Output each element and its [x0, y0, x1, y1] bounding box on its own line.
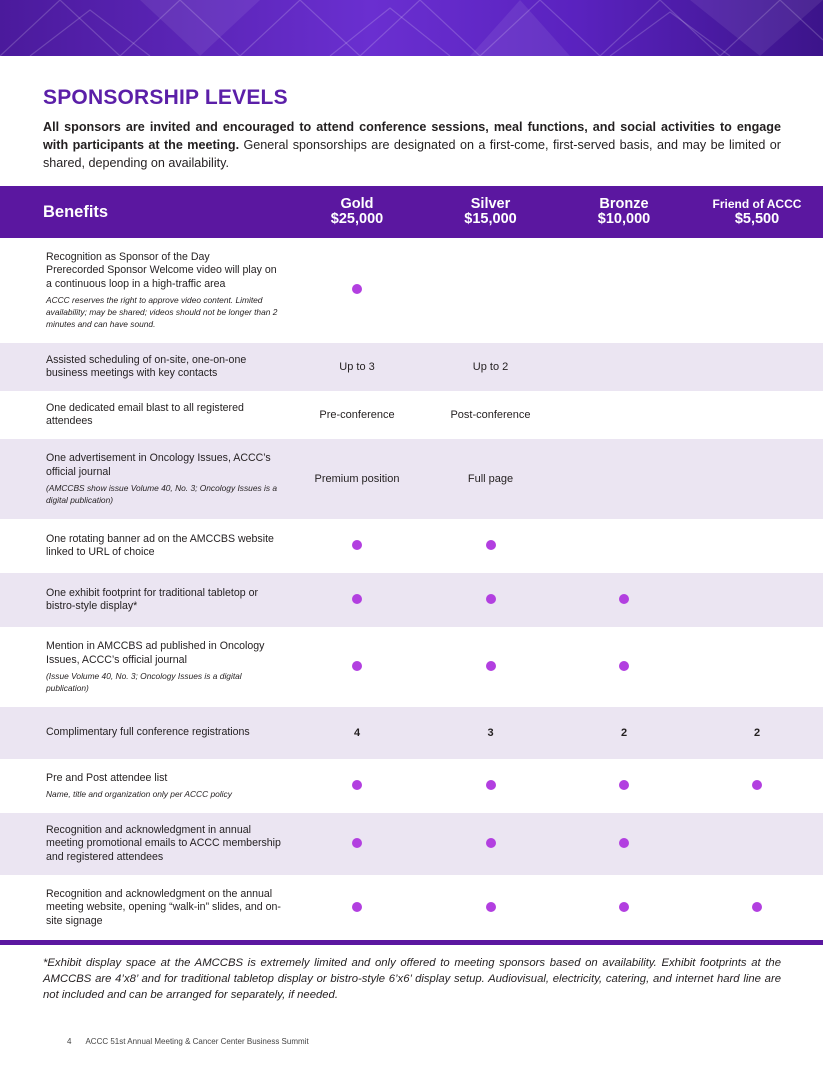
tier-cell: [290, 573, 424, 627]
included-dot-icon: [352, 838, 362, 848]
table-row: [0, 343, 823, 391]
page-footer: [67, 1037, 309, 1046]
tier-cell: [290, 759, 424, 813]
page-number: 4: [67, 1037, 72, 1046]
benefit-cell: [0, 627, 290, 707]
included-dot-icon: [619, 902, 629, 912]
benefit-cell: [0, 813, 290, 875]
table-body: [0, 238, 823, 941]
tier-cell: [557, 759, 691, 813]
tier-cell: [424, 439, 557, 519]
tier-value: Up to 3: [339, 361, 375, 373]
benefit-cell: [0, 759, 290, 813]
page-title: SPONSORSHIP LEVELS: [43, 86, 288, 109]
tier-cell: [691, 627, 823, 707]
tier-cell: [557, 707, 691, 759]
included-dot-icon: [752, 902, 762, 912]
table-row: [0, 238, 823, 343]
benefit-cell: [0, 875, 290, 941]
tier-cell: [557, 391, 691, 439]
tier-cell: [290, 813, 424, 875]
tier-cell: [691, 707, 823, 759]
tier-cell: [290, 343, 424, 391]
benefit-text: Recognition as Sponsor of the Day Prerecorded Sponsor Welcome video will play on a continuous loop in a high-traffic area: [46, 250, 277, 290]
tier-cell: [290, 875, 424, 941]
tier-value: 4: [353, 727, 361, 739]
benefit-cell: [0, 707, 290, 759]
tier-cell: [290, 238, 424, 343]
tier-cell: [557, 439, 691, 519]
included-dot-icon: [619, 661, 629, 671]
benefit-cell: [0, 439, 290, 519]
included-dot-icon: [486, 540, 496, 550]
intro-text: General sponsorships are designated on a first-come, first-served basis, and may be limited or shared, depending on availability.: [43, 138, 781, 170]
tier-cell: [424, 391, 557, 439]
benefit-cell: [0, 391, 290, 439]
benefit-text: Complimentary full conference registrations: [46, 726, 250, 739]
tier-value: 3: [487, 727, 494, 739]
tier-header-silver: Silver $15,000: [464, 196, 517, 227]
tier-cell: [290, 439, 424, 519]
tier-cell: [424, 519, 557, 573]
tier-cell: [290, 627, 424, 707]
tier-value: Up to 2: [472, 361, 509, 373]
table-row: [0, 573, 823, 627]
benefit-cell: [0, 238, 290, 343]
tier-cell: [424, 875, 557, 941]
included-dot-icon: [486, 780, 496, 790]
tier-cell: [290, 707, 424, 759]
included-dot-icon: [619, 780, 629, 790]
included-dot-icon: [486, 838, 496, 848]
benefit-text: One advertisement in Oncology Issues, ACCC’s official journal: [46, 452, 271, 478]
tier-cell: [424, 707, 557, 759]
tier-value: Pre-conference: [319, 409, 395, 421]
benefit-text: Pre and Post attendee list: [46, 771, 168, 784]
included-dot-icon: [619, 594, 629, 604]
tier-value: 2: [753, 727, 761, 739]
tier-cell: [290, 391, 424, 439]
intro-paragraph: [43, 118, 781, 172]
tier-cell: [424, 573, 557, 627]
included-dot-icon: [486, 902, 496, 912]
benefits-header: Benefits: [43, 202, 109, 221]
benefit-cell: [0, 519, 290, 573]
tier-cell: [691, 343, 823, 391]
tier-cell: [557, 343, 691, 391]
tier-cell: [557, 813, 691, 875]
included-dot-icon: [619, 838, 629, 848]
tier-cell: [691, 813, 823, 875]
benefit-text: Mention in AMCCBS ad published in Oncology Issues, ACCC’s official journal: [46, 640, 265, 666]
included-dot-icon: [352, 540, 362, 550]
benefit-note: (AMCCBS show issue Volume 40, No. 3; Oncology Issues is a digital publication): [46, 483, 278, 505]
tier-cell: [424, 813, 557, 875]
tier-cell: [557, 573, 691, 627]
tier-value: 2: [620, 727, 628, 739]
included-dot-icon: [352, 284, 362, 294]
tier-cell: [691, 391, 823, 439]
publication-name: ACCC 51st Annual Meeting & Cancer Center Business Summit: [85, 1037, 309, 1046]
table-header-row: [0, 186, 823, 238]
benefit-text: One rotating banner ad on the AMCCBS website linked to URL of choice: [46, 532, 274, 558]
tier-cell: [691, 875, 823, 941]
tier-cell: [557, 238, 691, 343]
benefit-text: One exhibit footprint for traditional tabletop or bistro-style display*: [46, 586, 258, 612]
tier-header-bronze: Bronze $10,000: [597, 196, 651, 227]
tier-header-gold: Gold $25,000: [330, 196, 384, 227]
tier-value: Full page: [467, 473, 514, 485]
tier-cell: [691, 238, 823, 343]
tier-cell: [691, 519, 823, 573]
divider: [0, 940, 823, 945]
table-row: [0, 875, 823, 941]
tier-cell: [424, 343, 557, 391]
tier-cell: [691, 439, 823, 519]
tier-cell: [557, 627, 691, 707]
tier-cell: [557, 519, 691, 573]
tier-cell: [691, 573, 823, 627]
table-row: [0, 813, 823, 875]
table-row: [0, 759, 823, 813]
included-dot-icon: [352, 594, 362, 604]
table-row: [0, 627, 823, 707]
table-row: [0, 519, 823, 573]
benefit-text: Recognition and acknowledgment on the annual meeting website, opening “walk-in” slides, and on-site signage: [46, 887, 281, 927]
benefit-text: Assisted scheduling of on-site, one-on-one business meetings with key contacts: [46, 353, 247, 379]
included-dot-icon: [486, 661, 496, 671]
benefit-note: (Issue Volume 40, No. 3; Oncology Issues is a digital publication): [46, 671, 242, 693]
benefit-note: Name, title and organization only per ACCC policy: [46, 789, 232, 800]
tier-cell: [424, 627, 557, 707]
included-dot-icon: [352, 902, 362, 912]
intro-bold: All sponsors are invited and encouraged to attend conference sessions, meal functions, and social activities to engage with participants at the meeting.: [43, 120, 781, 152]
included-dot-icon: [752, 780, 762, 790]
footnote: *Exhibit display space at the AMCCBS is extremely limited and only offered to meeting sponsors based on availability. Exhibit footprints at the AMCCBS are 4’x8’ and for traditional tabletop display or bistro-style 6’x6’ display setup. Audiovisual, electricity, catering, and internet hard line are not included and can be arranged for separately, if needed.: [43, 957, 781, 1001]
sponsorship-table: [0, 186, 823, 941]
benefit-cell: [0, 573, 290, 627]
benefit-text: One dedicated email blast to all registered attendees: [46, 401, 244, 427]
tier-cell: [290, 519, 424, 573]
benefit-cell: [0, 343, 290, 391]
tier-cell: [424, 759, 557, 813]
benefit-text: Recognition and acknowledgment in annual meeting promotional emails to ACCC membership and registered attendees: [46, 823, 281, 863]
header-banner: [0, 0, 823, 56]
banner-pattern: [0, 0, 823, 56]
tier-value: Premium position: [314, 473, 400, 485]
tier-value: Post-conference: [450, 409, 531, 421]
table-row: [0, 391, 823, 439]
included-dot-icon: [486, 594, 496, 604]
tier-cell: [557, 875, 691, 941]
tier-header-friend: Friend of ACCC $5,500: [712, 197, 802, 227]
table-row: [0, 707, 823, 759]
benefit-note: ACCC reserves the right to approve video content. Limited availability; may be shared; videos should not be longer than 2 minutes and can have sound.: [46, 295, 278, 330]
tier-cell: [691, 759, 823, 813]
table-row: [0, 439, 823, 519]
included-dot-icon: [352, 661, 362, 671]
included-dot-icon: [352, 780, 362, 790]
tier-cell: [424, 238, 557, 343]
